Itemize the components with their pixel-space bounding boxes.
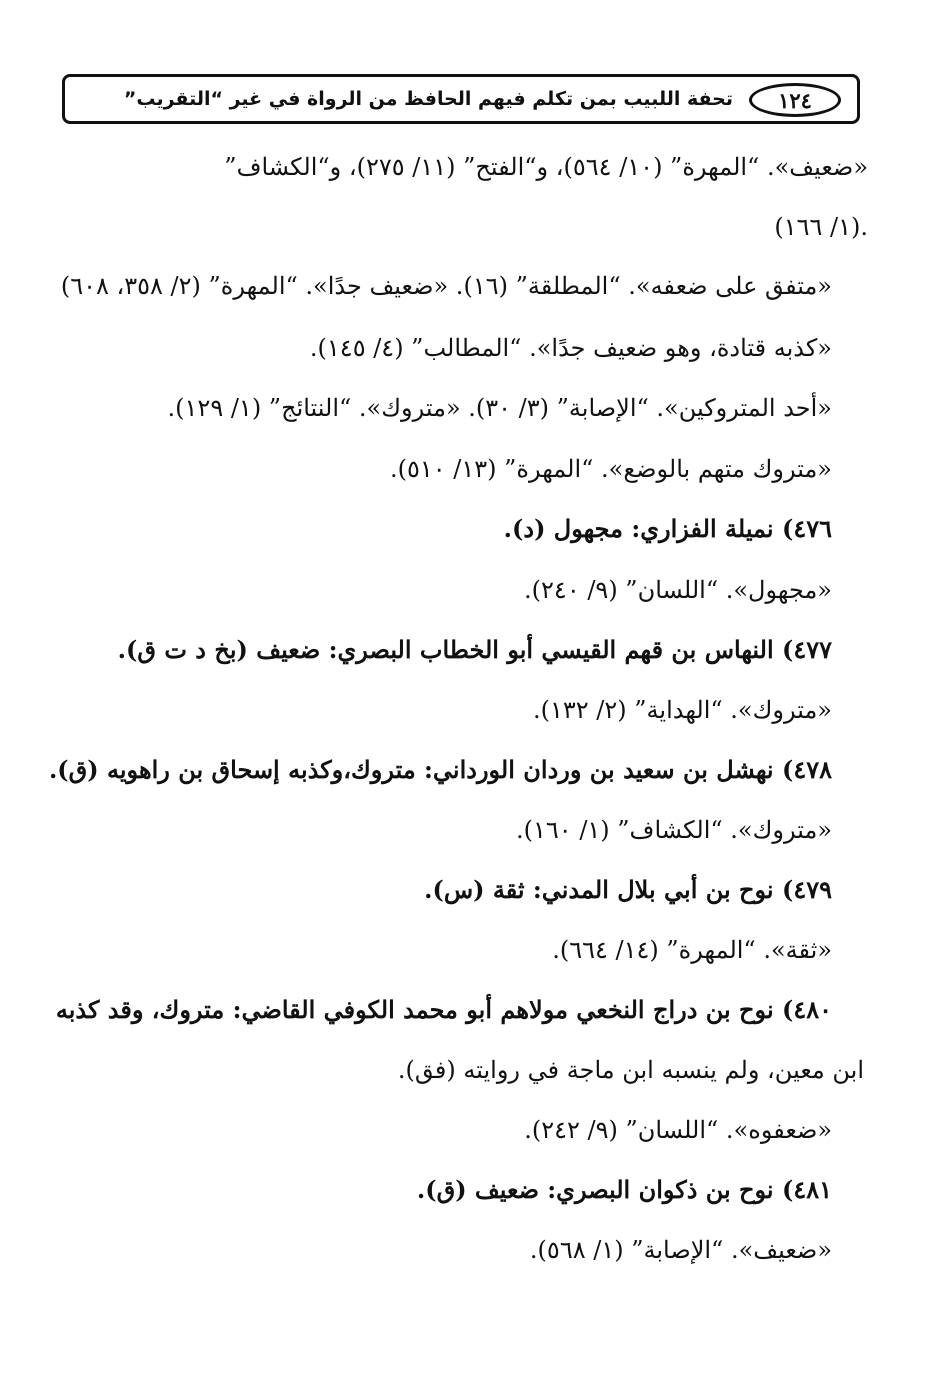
text-line: «متروك». “الهداية” (٢/ ١٣٢). bbox=[532, 696, 832, 724]
text-line: «متروك متهم بالوضع». “المهرة” (١٣/ ٥١٠). bbox=[389, 455, 832, 483]
text-line: «ضعيف». “الإصابة” (١/ ٥٦٨). bbox=[529, 1236, 832, 1264]
text-line: «مجهول». “اللسان” (٩/ ٢٤٠). bbox=[524, 576, 832, 604]
page-header bbox=[62, 74, 860, 124]
text-line: ابن معين، ولم ينسبه ابن ماجة في روايته (فق). bbox=[397, 1056, 864, 1084]
entry-heading: ٤٨٠) نوح بن دراج النخعي مولاهم أبو محمد الكوفي القاضي: متروك، وقد كذبه bbox=[55, 995, 832, 1024]
text-line: «ضعيف». “المهرة” (١٠/ ٥٦٤)، و“الفتح” (١١/ ٢٧٥)، و“الكشاف” bbox=[224, 153, 868, 181]
entry-heading: ٤٧٩) نوح بن أبي بلال المدني: ثقة (س). bbox=[424, 875, 832, 904]
text-line: «متروك». “الكشاف” (١/ ١٦٠). bbox=[516, 816, 832, 844]
text-line: «متفق على ضعفه». “المطلقة” (١٦). «ضعيف جدًا». “المهرة” (٢/ ٣٥٨، ٦٠٨) bbox=[60, 272, 832, 300]
entry-heading: ٤٧٨) نهشل بن سعيد بن وردان الورداني: متروك،وكذبه إسحاق بن راهويه (ق). bbox=[48, 755, 832, 784]
text-line: (١/ ١٦٦). bbox=[774, 213, 868, 241]
page-number: ١٢٤ bbox=[749, 83, 841, 117]
text-line: «أحد المتروكين». “الإصابة” (٣/ ٣٠). «متروك». “النتائج” (١/ ١٢٩). bbox=[167, 394, 832, 422]
running-title: تحفة اللبيب بمن تكلم فيهم الحافظ من الرواة في غير “التقريب” bbox=[123, 88, 733, 110]
text-line: «كذبه قتادة، وهو ضعيف جدًا». “المطالب” (٤/ ١٤٥). bbox=[309, 334, 832, 362]
text-line: «ثقة». “المهرة” (١٤/ ٦٦٤). bbox=[552, 936, 832, 964]
entry-heading: ٤٨١) نوح بن ذكوان البصري: ضعيف (ق). bbox=[416, 1175, 832, 1204]
entry-heading: ٤٧٧) النهاس بن قهم القيسي أبو الخطاب البصري: ضعيف (بخ د ت ق). bbox=[117, 635, 832, 664]
entry-heading: ٤٧٦) نميلة الفزاري: مجهول (د). bbox=[503, 514, 832, 543]
text-line: «ضعفوه». “اللسان” (٩/ ٢٤٢). bbox=[524, 1116, 832, 1144]
